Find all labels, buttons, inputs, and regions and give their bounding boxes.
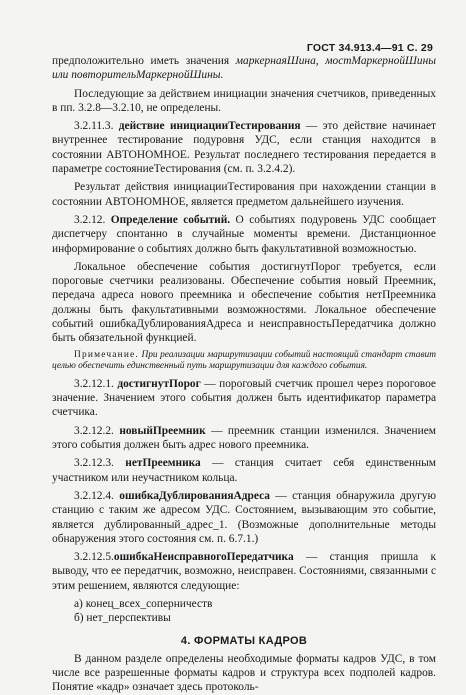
paragraph-7	[52, 377, 436, 420]
list-item: а) конец_всех_соперничеств	[74, 597, 213, 610]
paragraph-11	[52, 550, 436, 593]
clause-text: — станция считает себя единственным участником или неучастником кольца.	[52, 457, 436, 484]
list-item: б) нет_перспективы	[74, 612, 171, 625]
note	[52, 350, 436, 373]
paragraph-6: Локальное обеспечение события достигнутПорог требуется, если пороговые счетчики реализованы. Обеспечение события новый Преемник, передача адреса нового преемника и обеспечение события нетПреемника должны быть факультативными возможностями. Локальное обеспечение событий ошибкаДублированияАдреса и неисправностьПередатчика должно быть обязательной функцией.	[52, 260, 436, 345]
paragraph-2: Последующие за действием инициации значения счетчиков, приведенных в пп. 3.2.8—3.2.10, не определены.	[52, 87, 436, 114]
clause-term: ошибкаДублированияАдреса	[119, 489, 270, 502]
clause-term: достигнутПорог	[117, 377, 201, 390]
paragraph-12: В данном разделе определены необходимые форматы кадров УДС, в том числе все разрешенные форматы кадров и структура всех подполей кадров. Понятие «кадр» означает здесь протоколь-	[52, 652, 436, 694]
clause-number: 3.2.12.2.	[74, 424, 120, 437]
paragraph-1-text: предположительно иметь значения	[52, 55, 236, 67]
paragraph-10	[52, 489, 436, 546]
note-label: Примечание.	[74, 349, 139, 360]
clause-text: О событиях подуровень УДС сообщает диспетчеру спонтанно в случайные моменты времени. Дистанционное информирование о событиях должно быть факультативной возможностью.	[52, 213, 436, 255]
page-header: ГОСТ 34.913.4—91 С. 29	[306, 42, 433, 54]
clause-number: 3.2.11.3.	[74, 120, 119, 133]
clause-text: — преемник станции изменился. Значением этого события должен быть адрес нового преемника.	[52, 424, 437, 452]
paragraph-1-italic: маркернаяШина, мостМаркернойШины или повторительМаркернойШины.	[52, 55, 436, 82]
paragraph-4: Результат действия инициацииТестирования при нахождении станции в состоянии АВТОНОМНОЕ, является предметом дальнейшего изучения.	[52, 181, 436, 208]
clause-number: 3.2.12.5.	[74, 551, 114, 564]
paragraph-5	[52, 213, 436, 256]
clause-number: 3.2.12.3.	[74, 457, 126, 470]
clause-number: 3.2.12.4.	[74, 489, 120, 502]
clause-text: — это действие начинает внутреннее тестирование подуровня УДС, если станция находится в состоянии АВТОНОМНОЕ. Результат последнего тестирования передается в параметре состояниеТестирования (см. п. 3.2.4.2).	[52, 120, 436, 176]
clause-number: 3.2.12.1.	[74, 377, 118, 390]
state-list	[74, 597, 436, 626]
clause-text: — станция пришла к выводу, что ее передатчик, возможно, неисправен. Состояниями, связанными с этим решением, являются следующие:	[52, 551, 436, 592]
paragraph-9	[52, 456, 436, 485]
clause-term: Определение событий.	[110, 213, 231, 226]
paragraph-1	[52, 54, 436, 83]
note-text: При реализации маршрутизации событий настоящий стандарт ставит целью обеспечить единственный путь маршрутизации для каждого события.	[52, 349, 436, 372]
clause-term: новыйПреемник	[119, 424, 206, 437]
clause-term: нетПреемника	[125, 457, 201, 470]
page-content	[52, 54, 436, 695]
paragraph-3	[52, 119, 436, 176]
section-title: 4. ФОРМАТЫ КАДРОВ	[180, 634, 308, 647]
clause-number: 3.2.12.	[74, 213, 111, 226]
clause-text: — пороговый счетчик прошел через пороговое значение. Значением этого события должен быть идентификатор параметра счетчика.	[52, 377, 436, 419]
clause-term: действие инициацииТестирования	[118, 120, 301, 133]
clause-term: ошибкаНеисправногоПередатчика	[113, 551, 294, 564]
clause-text: — станция обнаружила другую станцию с таким же адресом УДС. Состоянием, вызывающим это событие, является дублированный_адрес_1. (Возможные дополнительные методы обнаружения этого состояния см. п. 6.7.1.)	[52, 489, 437, 545]
paragraph-8	[52, 424, 436, 453]
